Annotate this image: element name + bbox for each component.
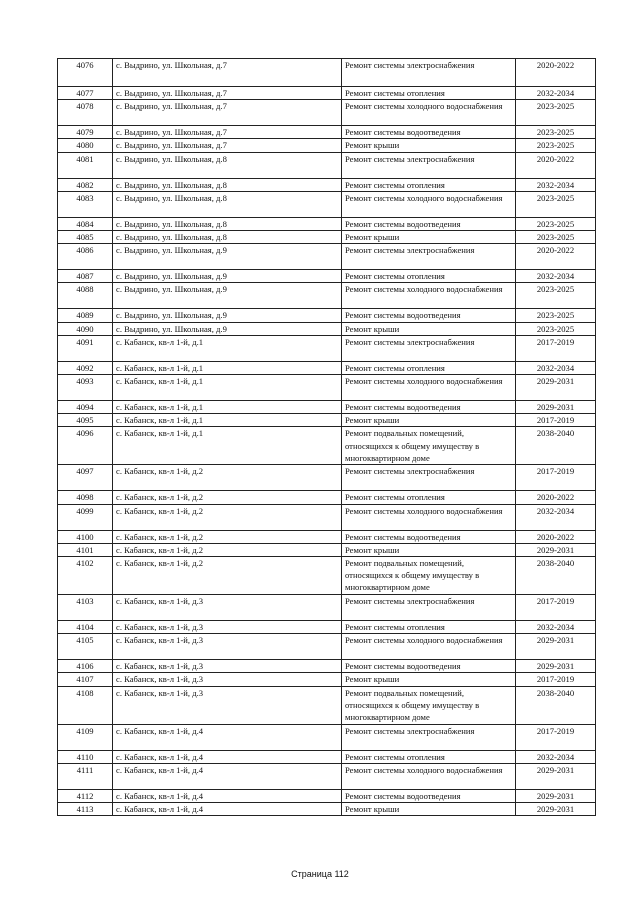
address-cell: с. Кабанск, кв-л 1-й, д.2: [113, 465, 342, 491]
work-type-cell: Ремонт системы отопления: [342, 621, 516, 634]
period-cell: 2032-2034: [516, 178, 596, 191]
address-cell: с. Кабанск, кв-л 1-й, д.1: [113, 375, 342, 401]
row-number-cell: 4092: [58, 361, 113, 374]
period-cell: 2032-2034: [516, 621, 596, 634]
work-type-cell: Ремонт системы электроснабжения: [342, 335, 516, 361]
table-row: [58, 335, 596, 361]
row-number-cell: 4106: [58, 660, 113, 673]
address-cell: с. Кабанск, кв-л 1-й, д.2: [113, 543, 342, 556]
period-cell: 2023-2025: [516, 139, 596, 152]
address-cell: с. Выдрино, ул. Школьная, д.7: [113, 100, 342, 126]
address-cell: с. Кабанск, кв-л 1-й, д.4: [113, 750, 342, 763]
period-cell: 2032-2034: [516, 87, 596, 100]
row-number-cell: 4081: [58, 152, 113, 178]
address-cell: с. Кабанск, кв-л 1-й, д.2: [113, 491, 342, 504]
row-number-cell: 4082: [58, 178, 113, 191]
table-row: [58, 270, 596, 283]
table-row: [58, 491, 596, 504]
row-number-cell: 4086: [58, 244, 113, 270]
table-row: [58, 557, 596, 595]
period-cell: 2017-2019: [516, 595, 596, 621]
work-type-cell: Ремонт крыши: [342, 673, 516, 686]
period-cell: 2023-2025: [516, 283, 596, 309]
work-type-cell: Ремонт системы водоотведения: [342, 401, 516, 414]
address-cell: с. Кабанск, кв-л 1-й, д.3: [113, 686, 342, 724]
table-row: [58, 673, 596, 686]
period-cell: 2038-2040: [516, 427, 596, 465]
work-type-cell: Ремонт системы электроснабжения: [342, 724, 516, 750]
period-cell: 2017-2019: [516, 673, 596, 686]
work-type-cell: Ремонт системы холодного водоснабжения: [342, 100, 516, 126]
row-number-cell: 4077: [58, 87, 113, 100]
work-type-cell: Ремонт крыши: [342, 322, 516, 335]
table-row: [58, 375, 596, 401]
address-cell: с. Выдрино, ул. Школьная, д.8: [113, 191, 342, 217]
row-number-cell: 4098: [58, 491, 113, 504]
address-cell: с. Кабанск, кв-л 1-й, д.1: [113, 361, 342, 374]
row-number-cell: 4083: [58, 191, 113, 217]
table-row: [58, 244, 596, 270]
row-number-cell: 4088: [58, 283, 113, 309]
period-cell: 2023-2025: [516, 322, 596, 335]
table-row: [58, 139, 596, 152]
row-number-cell: 4094: [58, 401, 113, 414]
row-number-cell: 4100: [58, 530, 113, 543]
table-row: [58, 724, 596, 750]
work-type-cell: Ремонт системы холодного водоснабжения: [342, 634, 516, 660]
table-row: [58, 750, 596, 763]
work-type-cell: Ремонт системы водоотведения: [342, 126, 516, 139]
work-type-cell: Ремонт подвальных помещений, относящихся к общему имуществу в многоквартирном доме: [342, 427, 516, 465]
address-cell: с. Выдрино, ул. Школьная, д.8: [113, 152, 342, 178]
table-row: [58, 178, 596, 191]
period-cell: 2020-2022: [516, 152, 596, 178]
row-number-cell: 4093: [58, 375, 113, 401]
work-type-cell: Ремонт подвальных помещений, относящихся к общему имуществу в многоквартирном доме: [342, 557, 516, 595]
work-type-cell: Ремонт системы отопления: [342, 178, 516, 191]
table-row: [58, 322, 596, 335]
work-type-cell: Ремонт крыши: [342, 543, 516, 556]
period-cell: 2023-2025: [516, 191, 596, 217]
address-cell: с. Кабанск, кв-л 1-й, д.1: [113, 427, 342, 465]
address-cell: с. Кабанск, кв-л 1-й, д.2: [113, 504, 342, 530]
work-type-cell: Ремонт системы отопления: [342, 87, 516, 100]
period-cell: 2029-2031: [516, 401, 596, 414]
address-cell: с. Выдрино, ул. Школьная, д.9: [113, 283, 342, 309]
row-number-cell: 4101: [58, 543, 113, 556]
address-cell: с. Выдрино, ул. Школьная, д.8: [113, 231, 342, 244]
address-cell: с. Выдрино, ул. Школьная, д.7: [113, 59, 342, 87]
period-cell: 2023-2025: [516, 217, 596, 230]
address-cell: с. Выдрино, ул. Школьная, д.8: [113, 217, 342, 230]
work-type-cell: Ремонт системы водоотведения: [342, 789, 516, 802]
table-row: [58, 361, 596, 374]
period-cell: 2029-2031: [516, 634, 596, 660]
work-type-cell: Ремонт системы холодного водоснабжения: [342, 375, 516, 401]
page-number: Страница 112: [291, 869, 349, 879]
table-row: [58, 621, 596, 634]
work-type-cell: Ремонт системы электроснабжения: [342, 465, 516, 491]
row-number-cell: 4109: [58, 724, 113, 750]
row-number-cell: 4102: [58, 557, 113, 595]
table-row: [58, 543, 596, 556]
period-cell: 2038-2040: [516, 686, 596, 724]
row-number-cell: 4113: [58, 803, 113, 816]
table-row: [58, 634, 596, 660]
period-cell: 2029-2031: [516, 763, 596, 789]
row-number-cell: 4103: [58, 595, 113, 621]
row-number-cell: 4078: [58, 100, 113, 126]
period-cell: 2017-2019: [516, 414, 596, 427]
table-row: [58, 686, 596, 724]
row-number-cell: 4089: [58, 309, 113, 322]
address-cell: с. Кабанск, кв-л 1-й, д.4: [113, 724, 342, 750]
table-row: [58, 465, 596, 491]
row-number-cell: 4084: [58, 217, 113, 230]
address-cell: с. Выдрино, ул. Школьная, д.7: [113, 139, 342, 152]
period-cell: 2020-2022: [516, 244, 596, 270]
table-row: [58, 100, 596, 126]
period-cell: 2023-2025: [516, 231, 596, 244]
period-cell: 2032-2034: [516, 750, 596, 763]
table-row: [58, 59, 596, 87]
table-row: [58, 427, 596, 465]
table-row: [58, 414, 596, 427]
period-cell: 2023-2025: [516, 126, 596, 139]
row-number-cell: 4091: [58, 335, 113, 361]
row-number-cell: 4085: [58, 231, 113, 244]
address-cell: с. Выдрино, ул. Школьная, д.9: [113, 270, 342, 283]
row-number-cell: 4090: [58, 322, 113, 335]
address-cell: с. Кабанск, кв-л 1-й, д.3: [113, 621, 342, 634]
address-cell: с. Выдрино, ул. Школьная, д.9: [113, 309, 342, 322]
work-type-cell: Ремонт системы отопления: [342, 361, 516, 374]
period-cell: 2029-2031: [516, 660, 596, 673]
table-body: [58, 59, 596, 816]
work-type-cell: Ремонт системы отопления: [342, 750, 516, 763]
row-number-cell: 4110: [58, 750, 113, 763]
table-row: [58, 217, 596, 230]
period-cell: 2029-2031: [516, 375, 596, 401]
row-number-cell: 4076: [58, 59, 113, 87]
work-type-cell: Ремонт системы водоотведения: [342, 660, 516, 673]
work-type-cell: Ремонт системы холодного водоснабжения: [342, 283, 516, 309]
period-cell: 2029-2031: [516, 543, 596, 556]
table-row: [58, 191, 596, 217]
work-type-cell: Ремонт системы водоотведения: [342, 530, 516, 543]
work-type-cell: Ремонт системы электроснабжения: [342, 244, 516, 270]
address-cell: с. Кабанск, кв-л 1-й, д.2: [113, 557, 342, 595]
period-cell: 2032-2034: [516, 361, 596, 374]
address-cell: с. Кабанск, кв-л 1-й, д.3: [113, 595, 342, 621]
row-number-cell: 4112: [58, 789, 113, 802]
table-row: [58, 595, 596, 621]
table-row: [58, 283, 596, 309]
address-cell: с. Кабанск, кв-л 1-й, д.3: [113, 673, 342, 686]
address-cell: с. Кабанск, кв-л 1-й, д.4: [113, 789, 342, 802]
work-type-cell: Ремонт системы холодного водоснабжения: [342, 504, 516, 530]
table-row: [58, 763, 596, 789]
row-number-cell: 4097: [58, 465, 113, 491]
work-type-cell: Ремонт системы отопления: [342, 270, 516, 283]
work-type-cell: Ремонт системы электроснабжения: [342, 595, 516, 621]
period-cell: 2023-2025: [516, 100, 596, 126]
period-cell: 2020-2022: [516, 491, 596, 504]
period-cell: 2032-2034: [516, 504, 596, 530]
address-cell: с. Выдрино, ул. Школьная, д.9: [113, 322, 342, 335]
row-number-cell: 4096: [58, 427, 113, 465]
address-cell: с. Кабанск, кв-л 1-й, д.1: [113, 335, 342, 361]
row-number-cell: 4099: [58, 504, 113, 530]
row-number-cell: 4107: [58, 673, 113, 686]
period-cell: 2029-2031: [516, 803, 596, 816]
table-row: [58, 231, 596, 244]
period-cell: 2017-2019: [516, 335, 596, 361]
address-cell: с. Кабанск, кв-л 1-й, д.4: [113, 803, 342, 816]
table-row: [58, 803, 596, 816]
row-number-cell: 4080: [58, 139, 113, 152]
table-row: [58, 660, 596, 673]
repair-schedule-table: [57, 58, 596, 816]
address-cell: с. Кабанск, кв-л 1-й, д.3: [113, 660, 342, 673]
table-row: [58, 126, 596, 139]
work-type-cell: Ремонт системы холодного водоснабжения: [342, 763, 516, 789]
address-cell: с. Кабанск, кв-л 1-й, д.4: [113, 763, 342, 789]
period-cell: 2017-2019: [516, 465, 596, 491]
period-cell: 2038-2040: [516, 557, 596, 595]
period-cell: 2029-2031: [516, 789, 596, 802]
address-cell: с. Кабанск, кв-л 1-й, д.1: [113, 414, 342, 427]
address-cell: с. Выдрино, ул. Школьная, д.9: [113, 244, 342, 270]
work-type-cell: Ремонт системы холодного водоснабжения: [342, 191, 516, 217]
address-cell: с. Выдрино, ул. Школьная, д.7: [113, 87, 342, 100]
row-number-cell: 4105: [58, 634, 113, 660]
address-cell: с. Кабанск, кв-л 1-й, д.2: [113, 530, 342, 543]
address-cell: с. Выдрино, ул. Школьная, д.7: [113, 126, 342, 139]
work-type-cell: Ремонт крыши: [342, 139, 516, 152]
address-cell: с. Выдрино, ул. Школьная, д.8: [113, 178, 342, 191]
work-type-cell: Ремонт системы электроснабжения: [342, 152, 516, 178]
table-row: [58, 152, 596, 178]
table-row: [58, 87, 596, 100]
period-cell: 2032-2034: [516, 270, 596, 283]
work-type-cell: Ремонт крыши: [342, 414, 516, 427]
table-row: [58, 789, 596, 802]
address-cell: с. Кабанск, кв-л 1-й, д.3: [113, 634, 342, 660]
period-cell: 2017-2019: [516, 724, 596, 750]
work-type-cell: Ремонт системы отопления: [342, 491, 516, 504]
work-type-cell: Ремонт системы электроснабжения: [342, 59, 516, 87]
work-type-cell: Ремонт крыши: [342, 803, 516, 816]
row-number-cell: 4087: [58, 270, 113, 283]
row-number-cell: 4111: [58, 763, 113, 789]
row-number-cell: 4104: [58, 621, 113, 634]
period-cell: 2020-2022: [516, 530, 596, 543]
period-cell: 2020-2022: [516, 59, 596, 87]
period-cell: 2023-2025: [516, 309, 596, 322]
table-row: [58, 504, 596, 530]
row-number-cell: 4079: [58, 126, 113, 139]
row-number-cell: 4108: [58, 686, 113, 724]
work-type-cell: Ремонт крыши: [342, 231, 516, 244]
work-type-cell: Ремонт подвальных помещений, относящихся к общему имуществу в многоквартирном доме: [342, 686, 516, 724]
work-type-cell: Ремонт системы водоотведения: [342, 217, 516, 230]
table-row: [58, 309, 596, 322]
table-row: [58, 530, 596, 543]
work-type-cell: Ремонт системы водоотведения: [342, 309, 516, 322]
address-cell: с. Кабанск, кв-л 1-й, д.1: [113, 401, 342, 414]
table-row: [58, 401, 596, 414]
row-number-cell: 4095: [58, 414, 113, 427]
